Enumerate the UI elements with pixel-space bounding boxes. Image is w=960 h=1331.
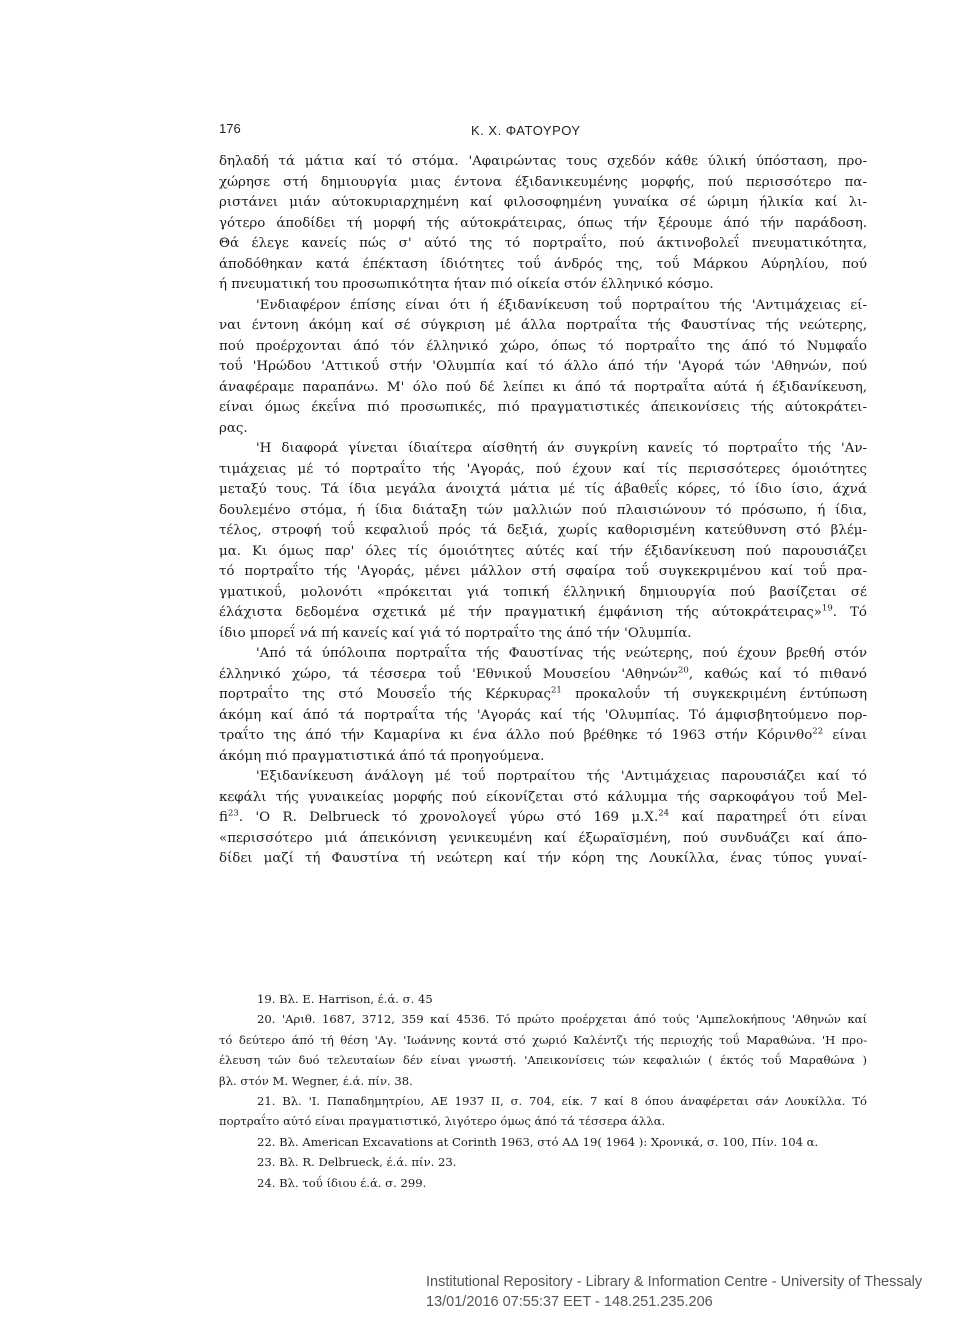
footnote: 22. Βλ. American Excavations at Corinth 1963, στό ΑΔ 19( 1964 ): Χρονικά, σ. 100, Πίν. 104 α.	[257, 1134, 819, 1149]
text-line: τέλος, στροφή τοΰ κεφαλιοΰ πρός τά δεξιά, χωρίς καθορισμένη κατεύθυνση στό βλέμ-	[219, 523, 867, 538]
footnote-ref[interactable]: 22	[812, 726, 824, 737]
text-line: άκόμη πιό πραγματιστικά άπό τά προηγούμενα.	[219, 748, 545, 764]
text-line: μεταξύ τους. Τά ίδια μεγάλα άνοιχτά μάτια μέ τίς άβαθεΐς κόρες, τό ίδιο ίσιο, άχνά	[219, 482, 867, 497]
footnote-ref[interactable]: 21	[551, 685, 562, 696]
text-line: ή πνευματική του προσωπικότητα ήταν πιό οίκεία στόν έλληνικό κόσμο.	[219, 277, 714, 292]
text-segment: προκαλοΰν τή συγκεκριμένη έντύπωση	[561, 687, 867, 702]
text-line: άναφέραμε παραπάνω. Μ' όλο πού δέ λείπει κι άπό τά πορτραΐτα αύτά ή έξιδανίκευση,	[219, 379, 867, 395]
text-segment: καί παρατηρεΐ ότι είναι	[669, 810, 868, 825]
text-line	[219, 685, 867, 706]
text-line: 'Ενδιαφέρον έπίσης είναι ότι ή έξιδανίκευση τοΰ πορτραίτου τής 'Αντιμάχειας εί-	[256, 297, 867, 313]
text-line: κεφάλι τής γυναικείας μορφής πού είκονίζεται στό κάλυμμα τής σαρκοφάγου τοΰ Mel-	[219, 789, 867, 805]
text-line: 'Η διαφορά γίνεται ίδιαίτερα αίσθητή άν συγκρίνη κανείς τό πορτραΐτο τής 'Αν-	[256, 441, 867, 456]
footnote: βλ. στόν M. Wegner, έ.ά. πίν. 38.	[219, 1073, 413, 1088]
text-segment: fi	[219, 810, 228, 825]
body-text	[219, 152, 867, 870]
text-line: είναι όμως έκεΐνα πιό προσωπικές, πιό πραγματιστικές άπεικονίσεις τής αύτοκράτει-	[219, 400, 867, 415]
text-line: πού προέρχονται άπό τόν έλληνικό χώρο, όπως τό πορτραΐτο της άπό τό Νυμφαΐο	[219, 338, 867, 354]
text-line: ρας.	[219, 420, 248, 436]
footnote: πορτραΐτο αύτό είναι πραγματιστικό, λιγότερο όμως άπό τά τέσσερα άλλα.	[219, 1114, 666, 1129]
text-line: δίδει μαζί τή Φαυστίνα τή νεώτερη καί τήν κόρη της Λουκίλλα, ένας τύπος γυναί-	[219, 851, 867, 866]
text-line: Θά έλεγε κανείς πώς σ' αύτό της τό πορτραΐτο, πού άκτινοβολεΐ πνευματικότητα,	[219, 236, 867, 251]
running-head: Κ. Χ. ΦΑΤΟΥΡΟΥ	[471, 123, 581, 138]
footnote: έλευση τών δυό τελευταίων δέν είναι γνωστή. 'Απεικονίσεις τών κεφαλιών ( έκτός τοΰ Μαραθώνα )	[219, 1053, 867, 1068]
text-line: τιμάχειας μέ τό πορτραΐτο τής 'Αγοράς, πού έχουν καί τίς περισσότερες όμοιότητες	[219, 461, 867, 477]
text-segment: έλάχιστα δεδομένα σχετικά μέ τήν πραγματική έμφάνιση τής αύτοκράτειρας»	[219, 605, 822, 620]
footer-repository-line: Institutional Repository - Library & Information Centre - University of Thessaly	[426, 1274, 923, 1290]
text-line: χώρησε στή δημιουργία μιας έντονα έξιδανικευμένης μορφής, πού περισσότερο πα-	[219, 174, 867, 190]
text-line: δηλαδή τά μάτια καί τό στόμα. 'Αφαιρώντας τους σχεδόν κάθε ύλική ύπόσταση, προ-	[219, 154, 867, 169]
text-line	[219, 665, 867, 686]
footnote-ref[interactable]: 23	[227, 808, 239, 819]
text-line: άκόμη καί άπό τά πορτραΐτα τής 'Αγοράς καί τής 'Ολυμπίας. Τό άμφισβητούμενο πορ-	[219, 707, 867, 723]
text-line	[219, 603, 867, 624]
footnote-ref[interactable]: 20	[678, 665, 689, 676]
text-segment: . 'Ο R. Delbrueck τό χρονολογεΐ γύρω στό 169 μ.Χ.	[238, 810, 659, 825]
footnote: 24. Βλ. τοΰ ίδιου έ.ά. σ. 299.	[257, 1175, 427, 1190]
footnote-ref[interactable]: 19	[821, 603, 833, 614]
text-line: 'Εξιδανίκευση άνάλογη μέ τοΰ πορτραίτου τής 'Αντιμάχειας παρουσιάζει καί τό	[256, 769, 867, 784]
text-segment: . Τό	[832, 605, 867, 620]
text-segment: είναι	[823, 728, 867, 743]
text-line: τό πορτραΐτο τής 'Αγοράς, μένει μάλλον στή σφαίρα τοΰ συγκεκριμένου καί τοΰ πρα-	[219, 564, 867, 579]
text-line: γότερο άποδίδει τή μορφή τής αύτοκράτειρας, όπως τήν ξέρουμε άπό τήν παράδοση.	[219, 215, 867, 231]
text-line: μα. Κι όμως παρ' όλες τίς όμοιότητες αύτές καί τήν έξιδανίκευση πού παρουσιάζει	[219, 543, 867, 559]
text-line: ίδιο μπορεΐ νά πή κανείς καί γιά τό πορτραΐτο της άπό τήν 'Ολυμπία.	[219, 625, 692, 641]
text-line: γματικοΰ, μολονότι «πρόκειται γιά τοπική έλληνική δημιουργία πού βασίζεται σέ	[219, 584, 867, 600]
text-line: «περισσότερο μιά άπεικόνιση γενικευμένη καί έξωραϊσμένη, πού συνδυάζει καί άπο-	[219, 830, 867, 846]
text-segment: , καθώς καί τό πιθανό	[688, 666, 867, 682]
footnotes	[219, 989, 867, 1193]
text-line: δουλεμένο στόμα, ή ίδια διάταξη τών μαλλιών πού πλαισιώνουν τό πρόσωπο, ή ίδια,	[219, 502, 867, 518]
text-segment: έλληνικό χώρο, τά τέσσερα τοΰ 'Εθνικοΰ Μουσείου 'Αθηνών	[219, 666, 678, 682]
text-line	[219, 808, 867, 829]
text-line: ριστάνει μιάν αύτοκυριαρχημένη καί φιλοσοφημένη γυναίκα σέ ώριμη ήλικία καί λι-	[219, 195, 867, 210]
text-line: άποδόθηκαν κατά έπέκταση ίδιότητες τοΰ άνδρός της, τοΰ Μάρκου Αύρηλίου, πού	[219, 256, 867, 272]
footnote-ref[interactable]: 24	[658, 808, 670, 819]
footnote: τό δεύτερο άπό τή θέση 'Αγ. 'Ιωάννης κοντά στό χωριό Καλέντζι τής περιοχής τοΰ Μαραθώνα. 'Η προ-	[219, 1032, 867, 1047]
repository-footer	[426, 1272, 922, 1312]
footer-timestamp-line: 13/01/2016 07:55:37 EET - 148.251.235.206	[426, 1294, 713, 1310]
text-segment: τραΐτο της άπό τήν Καμαρίνα κι ένα άλλο πού βρέθηκε τό 1963 στήν Κόρινθο	[219, 728, 813, 743]
footnote: 19. Βλ. E. Harrison, έ.ά. σ. 45	[257, 992, 433, 1006]
text-segment: πορτραΐτο της στό Μουσεΐο τής Κέρκυρας	[219, 687, 551, 702]
text-line: 'Από τά ύπόλοιπα πορτραΐτα τής Φαυστίνας τής νεώτερης, πού έχουν βρεθή στόν	[256, 646, 867, 661]
footnote: 21. Βλ. 'Ι. Παπαδημητρίου, ΑΕ 1937 II, σ. 704, είκ. 7 καί 8 όπου άναφέρεται σάν Λουκίλλα. Τό	[257, 1093, 867, 1108]
text-line	[219, 726, 867, 747]
footnote: 23. Βλ. R. Delbrueck, έ.ά. πίν. 23.	[257, 1155, 457, 1170]
text-line: ναι έντονη άκόμη καί σέ σύγκριση μέ άλλα πορτραΐτα τής Φαυστίνας τής νεώτερης,	[219, 318, 867, 333]
footnote: 20. 'Αριθ. 1687, 3712, 359 καί 4536. Τό πρώτο προέρχεται άπό τούς 'Αμπελοκήπους 'Αθηνών καί	[257, 1012, 867, 1027]
page-number: 176	[219, 121, 241, 136]
text-line: τοΰ 'Ηρώδου 'Αττικοΰ στήν 'Ολυμπία καί τό άλλο άπό τήν 'Αγορά τών 'Αθηνών, πού	[219, 359, 867, 374]
